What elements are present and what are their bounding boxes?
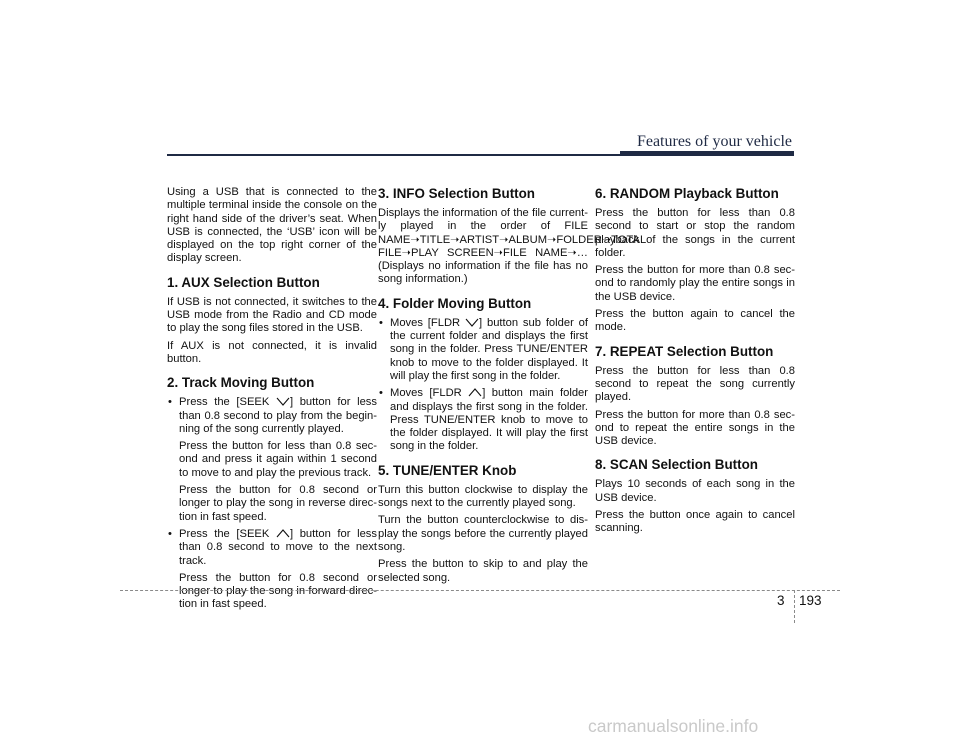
track-list [167, 396, 377, 611]
tune-paragraph-1: Turn this button clockwise to display the songs next to the currently played song. [378, 483, 588, 510]
intro-paragraph: Using a USB that is connected to the multiple terminal inside the console on the right hand side of the driver’s seat. When USB is connected, the ‘USB’ icon will be displayed on the top right corner of the display screen. [167, 186, 377, 265]
track-bullet-2-para-2: Press the button for 0.8 second or longer to play the song in forward direc-tion in fast speed. [179, 571, 377, 611]
section-heading-track: 2. Track Moving Button [167, 375, 315, 391]
chevron-up-icon [468, 388, 482, 397]
track-bullet-1-text: • Press the [SEEK ] button for less than 0.8 second to play from the begin-ning of the song currently played. [179, 396, 377, 435]
section-heading-info: 3. INFO Selection Button [378, 186, 535, 201]
track-bullet-1-para-3: Press the button for 0.8 second or longer to play the song in reverse direc-tion in fast speed. [179, 484, 377, 523]
random-paragraph-1: Press the button for less than 0.8 second to start or stop the random playback of the songs in the current folder. [595, 207, 795, 259]
section-heading-aux: 1. AUX Selection Button [167, 274, 320, 290]
footer-rule [120, 590, 840, 591]
scan-paragraph-1: Plays 10 seconds of each song in the USB device. [595, 478, 795, 504]
footer-divider [794, 590, 795, 623]
section-heading-tune: 5. TUNE/ENTER Knob [378, 462, 517, 478]
repeat-paragraph-2: Press the button for more than 0.8 sec-ond to repeat the entire songs in the USB device. [595, 408, 795, 448]
column-1 [167, 186, 377, 616]
chevron-down-icon [465, 318, 479, 327]
page-header-title: Features of your vehicle [636, 133, 792, 150]
folder-bullet-1-text: • Moves [FLDR ] button sub folder of the current folder and displays the first song in the folder. Press TUNE/ENTER knob to move to the folder displayed. It will play the first song in the folder. [390, 316, 588, 382]
folder-bullet-down [378, 317, 588, 383]
aux-paragraph-1: If USB is not connected, it switches to the USB mode from the Radio and CD mode to play the song files stored in the USB. [167, 295, 377, 335]
random-paragraph-3: Press the button again to cancel the mode. [595, 308, 795, 334]
section-heading-repeat: 7. REPEAT Selection Button [595, 343, 774, 359]
aux-paragraph-2: If AUX is not connected, it is invalid button. [167, 339, 377, 365]
section-heading-folder: 4. Folder Moving Button [378, 295, 532, 311]
tune-paragraph-3: Press the button to skip to and play the selected song. [378, 558, 588, 584]
track-bullet-seek-down [167, 396, 377, 524]
chevron-down-icon [276, 397, 290, 406]
folder-bullet-up [378, 387, 588, 453]
info-paragraph: Displays the information of the file current-ly played in the order of FILE NAME➝TITLE➝ARTIST➝ALBUM➝FOLDER➝TOTAL FILE➝PLAY SCREEN➝FILE NAME➝… (Displays no information if the file has no song information.) [378, 207, 647, 286]
track-bullet-2-text: • Press the [SEEK ] button for less than 0.8 second to move to the next track. [179, 527, 377, 567]
watermark: carmanualsonline.info [588, 716, 759, 736]
page-number: 193 [799, 593, 822, 608]
chapter-number: 3 [777, 593, 785, 608]
tune-paragraph-2: Turn the button counterclockwise to dis-play the songs before the currently played song. [378, 514, 588, 553]
random-paragraph-2: Press the button for more than 0.8 sec-ond to randomly play the entire songs in the USB device. [595, 264, 795, 303]
folder-list [378, 317, 588, 454]
track-bullet-seek-up [167, 528, 377, 612]
track-bullet-1-para-2: Press the button for less than 0.8 sec-ond and press it again within 1 second to move to and play the previous track. [179, 440, 377, 479]
scan-paragraph-2: Press the button once again to cancel scanning. [595, 509, 795, 535]
repeat-paragraph-1: Press the button for less than 0.8 second to repeat the song currently played. [595, 364, 795, 404]
column-3 [595, 186, 795, 540]
column-2 [378, 186, 647, 589]
chevron-up-icon [276, 529, 290, 538]
section-heading-random: 6. RANDOM Playback Button [595, 186, 779, 201]
section-heading-scan: 8. SCAN Selection Button [595, 457, 758, 473]
folder-bullet-2-text: • Moves [FLDR ] button main folder and displays the first song in the folder. Press TUNE/ENTER knob to move to the folder displayed. It will play the first song in the folder. [390, 387, 588, 453]
header-accent-bar [620, 151, 794, 156]
